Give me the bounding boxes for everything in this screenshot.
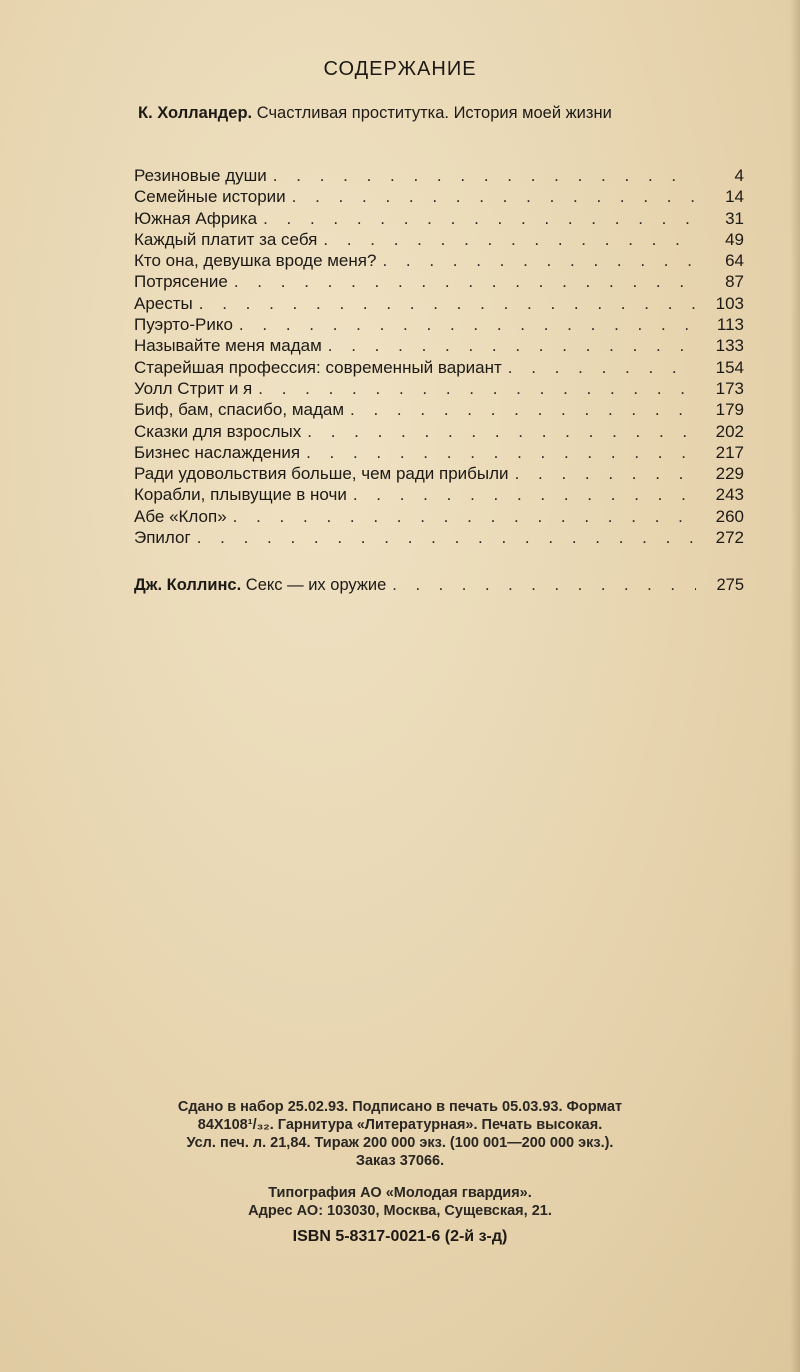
chapter-title: Резиновые души (134, 166, 267, 185)
toc-row (134, 272, 744, 293)
imprint (0, 1098, 800, 1234)
toc-row (134, 209, 744, 230)
chapter-page: 243 (715, 485, 744, 505)
toc-row (134, 166, 744, 187)
toc-row (134, 464, 744, 485)
toc-row (134, 358, 744, 379)
toc-row (134, 443, 744, 464)
chapter-page: 64 (725, 251, 744, 271)
chapter-title: Сказки для взрослых (134, 421, 302, 441)
chapter-title: Южная Африка (134, 208, 258, 228)
imprint-line: 84X108¹/₃₂. Гарнитура «Литературная». Печать высокая. (197, 1117, 603, 1133)
toc-row (134, 507, 744, 528)
chapter-title: Называйте меня мадам (134, 336, 322, 356)
chapter-page: 202 (715, 421, 744, 441)
leader-dots (382, 251, 696, 271)
chapter-title: Корабли, плывущие в ночи (134, 485, 347, 505)
chapter-page: 173 (715, 378, 744, 398)
page-edge-shadow (790, 0, 800, 1372)
contents-heading: СОДЕРЖАНИЕ (323, 58, 477, 80)
chapter-page: 87 (725, 272, 744, 292)
book1-title: Счастливая проститутка. История моей жизни (256, 104, 612, 122)
chapter-title: Каждый платит за себя (134, 229, 318, 249)
book1-author: К. Холландер. (138, 104, 253, 122)
chapter-page: 179 (715, 400, 744, 420)
toc-row (134, 485, 744, 506)
imprint-line: Сдано в набор 25.02.93. Подписано в печать 05.03.93. Формат (177, 1099, 623, 1115)
chapter-page: 154 (715, 357, 744, 377)
chapter-page: 14 (725, 187, 744, 207)
imprint-line: Усл. печ. л. 21,84. Тираж 200 000 экз. (100 001—200 000 экз.). (186, 1135, 614, 1151)
chapter-page: 49 (725, 229, 744, 249)
leader-dots (273, 166, 696, 186)
chapter-page: 4 (734, 166, 744, 185)
chapter-title: Кто она, девушка вроде меня? (134, 251, 377, 271)
leader-dots (292, 187, 696, 207)
toc-row (134, 528, 744, 549)
leader-dots (323, 230, 696, 250)
chapter-title: Семейные истории (134, 187, 286, 207)
leader-dots (353, 485, 696, 505)
chapter-page: 260 (715, 506, 744, 526)
toc-row (134, 422, 744, 443)
leader-dots (258, 379, 696, 399)
table-of-contents (134, 166, 744, 549)
chapter-title: Старейшая профессия: современный вариант (134, 357, 502, 377)
toc-row (134, 315, 744, 336)
toc-row (134, 187, 744, 208)
printer-address: Адрес АО: 103030, Москва, Сущевская, 21. (248, 1203, 552, 1219)
book1-heading (138, 103, 748, 123)
leader-dots (197, 528, 696, 548)
chapter-title: Потрясение (134, 272, 228, 292)
leader-dots (306, 443, 696, 463)
leader-dots (233, 507, 696, 527)
chapter-page: 133 (715, 336, 744, 356)
chapter-title: Пуэрто-Рико (134, 315, 233, 335)
leader-dots (392, 576, 696, 595)
book2-author: Дж. Коллинс. (134, 576, 242, 594)
toc-row (134, 379, 744, 400)
toc-row (134, 400, 744, 421)
leader-dots (307, 422, 696, 442)
chapter-title: Аресты (134, 293, 193, 313)
toc-row (134, 336, 744, 357)
chapter-title: Эпилог (134, 528, 191, 548)
chapter-page: 103 (715, 293, 744, 313)
chapter-title: Биф, бам, спасибо, мадам (134, 400, 345, 420)
toc-row (134, 251, 744, 272)
chapter-page: 217 (715, 442, 744, 462)
chapter-title: Уолл Стрит и я (134, 378, 253, 398)
book2-entry (134, 576, 744, 597)
isbn: ISBN 5-8317-0021-6 (2-й з-д) (292, 1228, 508, 1245)
leader-dots (328, 336, 696, 356)
leader-dots (239, 315, 696, 335)
chapter-page: 229 (715, 464, 744, 484)
leader-dots (515, 464, 696, 484)
leader-dots (234, 272, 696, 292)
toc-row (134, 294, 744, 315)
printer-line: Типография АО «Молодая гвардия». (268, 1185, 532, 1201)
book2-page: 275 (716, 576, 744, 594)
chapter-page: 113 (716, 315, 744, 335)
leader-dots (199, 294, 696, 314)
chapter-title: Абе «Клоп» (134, 506, 227, 526)
leader-dots (263, 209, 696, 229)
chapter-title: Бизнес наслаждения (134, 442, 301, 462)
chapter-title: Ради удовольствия больше, чем ради прибыли (134, 464, 509, 484)
chapter-page: 272 (715, 528, 744, 548)
book2-title: Секс — их оружие (245, 576, 387, 594)
leader-dots (508, 358, 696, 378)
leader-dots (350, 400, 696, 420)
chapter-page: 31 (725, 208, 744, 228)
toc-row (134, 230, 744, 251)
imprint-line: Заказ 37066. (355, 1153, 445, 1169)
